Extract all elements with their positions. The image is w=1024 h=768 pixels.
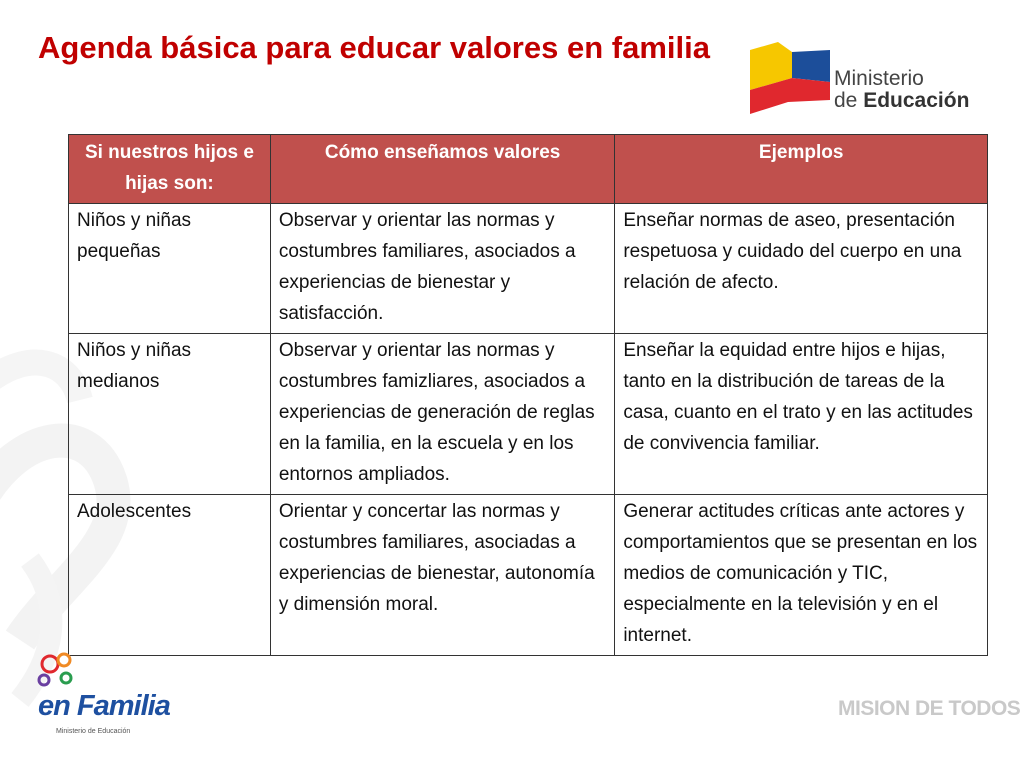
cell-how: Observar y orientar las normas y costumbres famizliares, asociados a experiencias de generación de reglas en la familia, en la escuela y en los entornos ampliados. (270, 334, 614, 495)
en-familia-logo (30, 650, 170, 750)
logo-line1: Ministerio (834, 67, 924, 90)
mision-de-todos: MISION DE TODOS (838, 697, 1021, 720)
cell-how: Orientar y concertar las normas y costumbres familiares, asociadas a experiencias de bienestar, autonomía y dimensión moral. (270, 495, 614, 656)
page-title: Agenda básica para educar valores en familia (38, 30, 710, 65)
logo-line2-bold: Educación (863, 89, 970, 112)
cell-how: Observar y orientar las normas y costumbres familiares, asociados a experiencias de bienestar y satisfacción. (270, 204, 614, 334)
cell-examples: Enseñar la equidad entre hijos e hijas, tanto en la distribución de tareas de la casa, cuanto en el trato y en las actitudes de convivencia familiar. (615, 334, 988, 495)
table-row (69, 495, 988, 656)
cell-examples: Enseñar normas de aseo, presentación respetuosa y cuidado del cuerpo en una relación de afecto. (615, 204, 988, 334)
familia-logo-subtitle: Ministerio de Educación (56, 728, 131, 735)
header-ejemplos: Ejemplos (615, 135, 988, 204)
table-row (69, 334, 988, 495)
header-hijos: Si nuestros hijos e hijas son: (69, 135, 271, 204)
familia-logo-text: en Familia (38, 690, 170, 722)
flower-icon (34, 650, 84, 694)
cell-examples: Generar actitudes críticas ante actores y comportamientos que se presentan en los medios de comunicación y TIC, especialmente en la televisión y en el internet. (615, 495, 988, 656)
cell-group: Adolescentes (69, 495, 271, 656)
cell-group: Niños y niñas pequeñas (69, 204, 271, 334)
ecuador-flag-icon (748, 42, 832, 116)
cell-group: Niños y niñas medianos (69, 334, 271, 495)
table-row (69, 204, 988, 334)
header-como: Cómo enseñamos valores (270, 135, 614, 204)
table-header-row (69, 135, 988, 204)
logo-text (834, 68, 969, 112)
values-table (68, 134, 988, 656)
ministerio-logo (748, 42, 978, 122)
logo-line2-prefix: de (834, 89, 864, 112)
